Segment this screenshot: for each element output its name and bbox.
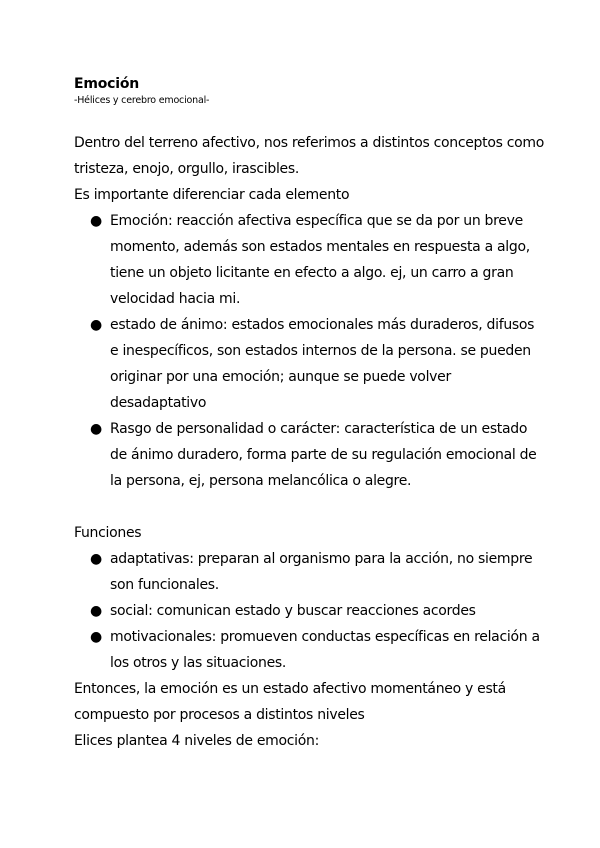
list-item-text: motivacionales: promueven conductas específicas en relación a los otros y las situaciones. (110, 629, 540, 671)
functions-heading: Funciones (74, 525, 142, 541)
closing-paragraph: Entonces, la emoción es un estado afectivo momentáneo y está compuesto por procesos a distintos niveles (74, 681, 506, 723)
intro-paragraph: Dentro del terreno afectivo, nos referimos a distintos conceptos como tristeza, enojo, orgullo, irascibles. (74, 135, 544, 177)
bullet-icon: ● (90, 213, 102, 229)
bullet-icon: ● (90, 421, 102, 437)
list-item-text: Rasgo de personalidad o carácter: característica de un estado de ánimo duradero, forma parte de su regulación emocional de la persona, ej, persona melancólica o alegre. (110, 421, 537, 489)
elements-list (74, 208, 544, 494)
document-title: Emoción (74, 76, 140, 92)
bullet-icon: ● (90, 603, 102, 619)
document-page (74, 74, 544, 754)
blank-line (74, 494, 544, 520)
bullet-icon: ● (90, 317, 102, 333)
functions-list (74, 546, 544, 676)
closing-statement: Elices plantea 4 niveles de emoción: (74, 733, 320, 749)
list-item-text: estado de ánimo: estados emocionales más duraderos, difusos e inespecíficos, son estados internos de la persona. se pueden originar por una emoción; aunque se puede volver desadaptativo (110, 317, 535, 411)
document-subtitle: -Hélices y cerebro emocional- (74, 95, 210, 106)
list-item (90, 624, 544, 676)
list-item (90, 598, 544, 624)
bullet-icon: ● (90, 629, 102, 645)
intro-statement: Es importante diferenciar cada elemento (74, 187, 350, 203)
list-item (90, 546, 544, 598)
list-item (90, 208, 544, 312)
list-item (90, 416, 544, 494)
list-item-text: adaptativas: preparan al organismo para la acción, no siempre son funcionales. (110, 551, 533, 593)
list-item-text: social: comunican estado y buscar reacciones acordes (110, 603, 476, 619)
list-item (90, 312, 544, 416)
list-item-text: Emoción: reacción afectiva específica que se da por un breve momento, además son estados mentales en respuesta a algo, tiene un objeto licitante en efecto a algo. ej, un carro a gran velocidad hacia mi. (110, 213, 530, 307)
bullet-icon: ● (90, 551, 102, 567)
